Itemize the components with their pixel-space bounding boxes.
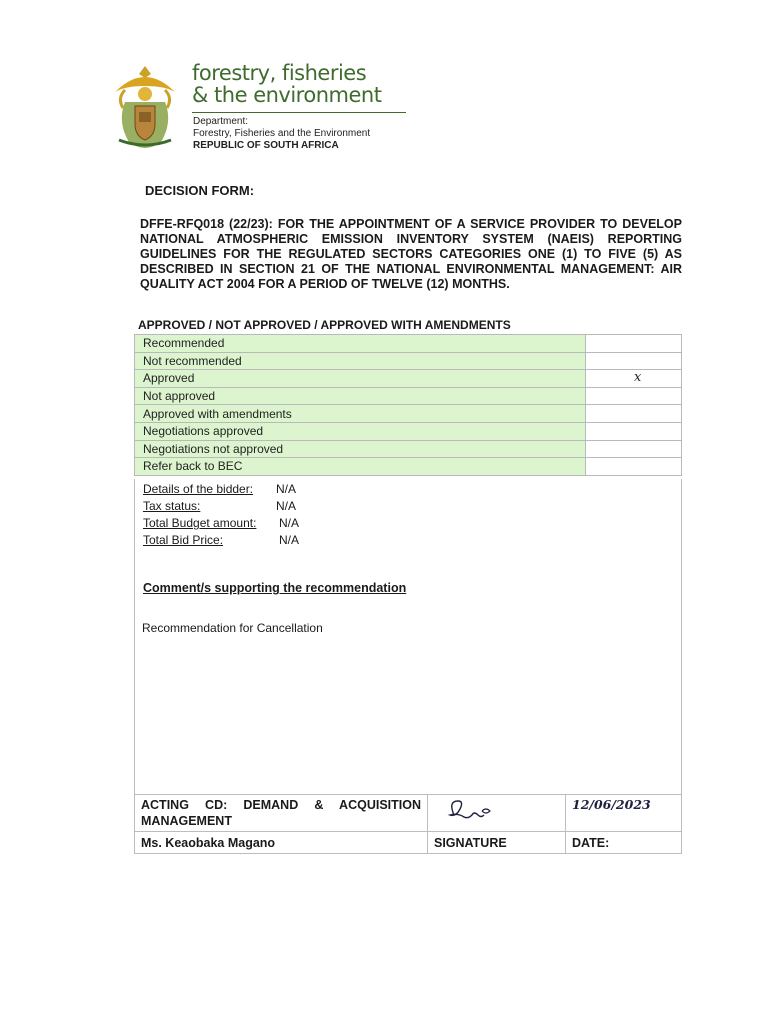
dept-name: Forestry, Fisheries and the Environment [193, 128, 371, 139]
signoff-row-top [135, 795, 682, 832]
option-label: Negotiations not approved [135, 440, 586, 458]
option-label: Refer back to BEC [135, 458, 586, 476]
brand-wordmark [192, 62, 381, 106]
signoff-table [134, 794, 682, 854]
decision-options-table [134, 334, 682, 476]
form-subject: DFFE-RFQ018 (22/23): FOR THE APPOINTMENT OF A SERVICE PROVIDER TO DEVELOP NATIONAL ATMOSPHERIC EMISSION INVENTORY SYSTEM (NAEIS) REPORTING GUIDELINES FOR THE REGULATED SECTORS CATEGORIES ONE (1) TO FIVE (5) AS DESCRIBED IN SECTION 21 OF THE NATIONAL ENVIRONMENTAL MANAGEMENT: AIR QUALITY ACT 2004 FOR A PERIOD OF TWELVE (12) MONTHS. [140, 217, 682, 291]
option-row [135, 440, 682, 458]
approval-title: APPROVED / NOT APPROVED / APPROVED WITH AMENDMENTS [138, 318, 511, 332]
option-row [135, 387, 682, 405]
option-label: Not approved [135, 387, 586, 405]
option-mark-cell[interactable] [586, 335, 682, 353]
country-name: REPUBLIC OF SOUTH AFRICA [193, 140, 339, 151]
option-label: Approved with amendments [135, 405, 586, 423]
signature-label: SIGNATURE [428, 832, 566, 854]
coat-of-arms-icon [105, 62, 185, 152]
detail-key: Total Budget amount: [143, 516, 257, 530]
detail-row [143, 532, 300, 549]
option-row [135, 352, 682, 370]
detail-key: Tax status: [143, 499, 201, 513]
option-row [135, 458, 682, 476]
option-label: Negotiations approved [135, 422, 586, 440]
option-label: Approved [135, 370, 586, 388]
department-block [193, 116, 370, 152]
option-mark-cell[interactable] [586, 387, 682, 405]
detail-row [143, 481, 297, 498]
detail-value: N/A [276, 499, 297, 513]
option-label: Recommended [135, 335, 586, 353]
detail-value: N/A [279, 533, 300, 547]
comment-text: Recommendation for Cancellation [142, 621, 323, 635]
detail-key: Details of the bidder: [143, 482, 254, 496]
handwritten-signature-icon [434, 797, 504, 823]
brand-divider [192, 112, 406, 113]
dept-label: Department: [193, 116, 249, 127]
option-mark-cell[interactable] [586, 405, 682, 423]
option-row [135, 370, 682, 388]
option-mark-cell[interactable] [586, 440, 682, 458]
signoff-row-bottom [135, 832, 682, 854]
signatory-role: ACTING CD: DEMAND & ACQUISITION MANAGEMENT [135, 795, 428, 832]
detail-key: Total Bid Price: [143, 533, 224, 547]
date-value: 12/06/2023 [566, 795, 682, 832]
option-row [135, 422, 682, 440]
detail-value: N/A [279, 516, 300, 530]
option-row [135, 335, 682, 353]
option-mark-cell[interactable] [586, 458, 682, 476]
brand-line1: forestry, fisheries [192, 61, 367, 85]
signature-cell[interactable] [428, 795, 566, 832]
option-label: Not recommended [135, 352, 586, 370]
bidder-details [143, 481, 300, 549]
option-row [135, 405, 682, 423]
date-label: DATE: [566, 832, 682, 854]
detail-row [143, 498, 297, 515]
option-mark-cell[interactable]: x [586, 370, 682, 388]
form-heading: DECISION FORM: [145, 183, 255, 198]
detail-value: N/A [276, 482, 297, 496]
comment-heading: Comment/s supporting the recommendation [143, 581, 407, 595]
detail-row [143, 515, 300, 532]
brand-line2: & the environment [192, 83, 382, 107]
option-mark-cell[interactable] [586, 352, 682, 370]
signatory-name: Ms. Keaobaka Magano [135, 832, 428, 854]
option-mark-cell[interactable] [586, 422, 682, 440]
